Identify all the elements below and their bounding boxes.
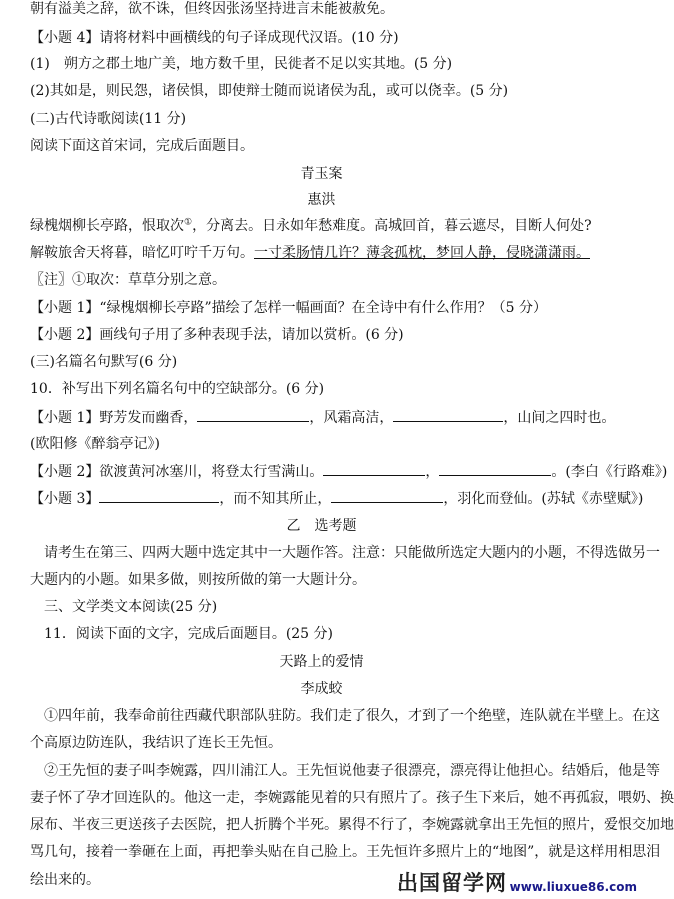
recitation-q1-text-b: ，风霜高洁， bbox=[309, 410, 394, 426]
answer-blank[interactable] bbox=[323, 462, 425, 476]
poem-underlined-sentence: 一寸柔肠情几许？薄衾孤枕，梦回人静，侵晓潇潇雨。 bbox=[254, 245, 590, 261]
poetry-instruction: 阅读下面这首宋词，完成后面题目。 bbox=[30, 138, 254, 154]
poem-line-1-part-a: 绿槐烟柳长亭路，恨取次 bbox=[30, 218, 184, 234]
story-paragraph-line: 骂几句，接着一拳砸在上面，再把拳头贴在自己脸上。王先恒许多照片上的“地图”，就是这样用相思泪 bbox=[30, 844, 661, 860]
story-paragraph-line: ②王先恒的妻子叫李婉露，四川浦江人。王先恒说他妻子很漂亮，漂亮得让他担心。结婚后，他是等 bbox=[30, 763, 660, 779]
recitation-q2-text-b: 。(李白《行路难》) bbox=[551, 464, 668, 480]
recitation-q3-text-a: 【小题 3】 bbox=[30, 491, 100, 507]
section-heading-literary: 三、文学类文本阅读(25 分) bbox=[30, 599, 218, 615]
recitation-question-3 bbox=[30, 489, 643, 508]
story-title: 天路上的爱情 bbox=[279, 654, 364, 670]
recitation-q2-text-a: 【小题 2】欲渡黄河冰塞川，将登太行雪满山。 bbox=[30, 464, 324, 480]
elective-instruction-line-2: 大题内的小题。如果多做，则按所做的第一大题计分。 bbox=[30, 572, 366, 588]
story-paragraph-line: 尿布、半夜三更送孩子去医院，把人折腾个半死。累得不行了，李婉露就拿出王先恒的照片，爱恨交加地 bbox=[30, 817, 674, 833]
section-heading-elective: 乙 选考题 bbox=[286, 518, 357, 534]
poem-line-1-part-b: ，分离去。日永如年愁难度。高城回首，暮云遮尽，目断人何处? bbox=[192, 218, 592, 234]
story-paragraph-line: 个高原边防连队，我结识了连长王先恒。 bbox=[30, 735, 282, 751]
answer-blank[interactable] bbox=[331, 489, 443, 503]
text-line: 朝有溢美之辞，欲不诛，但终因张汤坚持进言未能被赦免。 bbox=[30, 1, 394, 17]
recitation-instruction: 10．补写出下列名篇名句中的空缺部分。(6 分) bbox=[30, 381, 325, 397]
answer-blank[interactable] bbox=[439, 462, 551, 476]
question-4-prompt: 【小题 4】请将材料中画横线的句子译成现代汉语。(10 分) bbox=[30, 30, 399, 46]
recitation-source-1: (欧阳修《醉翁亭记》) bbox=[30, 436, 160, 452]
poem-footnote: 〖注〗①取次：草草分别之意。 bbox=[30, 272, 226, 288]
recitation-question-2: 【小题 2】欲渡黄河冰塞川，将登太行雪满山。 ， 。(李白《行路难》) bbox=[30, 464, 668, 480]
recitation-q1-text-c: ，山间之四时也。 bbox=[503, 410, 616, 426]
answer-blank[interactable] bbox=[197, 408, 309, 422]
poem-title: 青玉案 bbox=[300, 166, 343, 182]
recitation-q3-text-c: ，羽化而登仙。(苏轼《赤壁赋》) bbox=[443, 491, 644, 507]
story-paragraph-line: 妻子怀了孕才回连队的。他这一走，李婉露能见着的只有照片了。孩子生下来后，她不再孤寂，喂奶、换 bbox=[30, 790, 674, 806]
poem-author: 惠洪 bbox=[307, 192, 336, 208]
answer-blank[interactable] bbox=[393, 408, 503, 422]
story-paragraph-line: ①四年前，我奉命前往西藏代职部队驻防。我们走了很久，才到了一个绝壁，连队就在半壁上。在这 bbox=[30, 708, 660, 724]
question-11-prompt: 11．阅读下面的文字，完成后面题目。(25 分) bbox=[30, 626, 334, 642]
poem-line-1 bbox=[30, 217, 592, 235]
poem-line-2-part-a: 解鞍旅舍天将暮，暗忆叮咛千万句。 bbox=[30, 245, 254, 261]
footnote-marker: ① bbox=[184, 217, 193, 228]
watermark-url: www.liuxue86.com bbox=[509, 880, 637, 894]
recitation-question-1 bbox=[30, 408, 615, 427]
elective-instruction-line-1: 请考生在第三、四两大题中选定其中一大题作答。注意：只能做所选定大题内的小题，不得选做另一 bbox=[30, 545, 660, 561]
story-author: 李成蛟 bbox=[300, 681, 343, 697]
story-paragraph-line: 绘出来的。 bbox=[30, 872, 100, 888]
poem-question-1: 【小题 1】“绿槐烟柳长亭路”描绘了怎样一幅画面？在全诗中有什么作用？（5 分） bbox=[30, 300, 548, 316]
answer-blank[interactable] bbox=[99, 489, 219, 503]
section-heading-recitation: (三)名篇名句默写(6 分) bbox=[30, 354, 178, 370]
question-4-item-2: (2)其如是，则民怨，诸侯惧，即使辩士随而说诸侯为乱，或可以侥幸。(5 分) bbox=[30, 83, 509, 99]
recitation-q3-text-b: ，而不知其所止， bbox=[219, 491, 332, 507]
recitation-q1-text-a: 【小题 1】野芳发而幽香， bbox=[30, 410, 198, 426]
poem-line-2 bbox=[30, 244, 590, 262]
site-watermark bbox=[357, 873, 637, 897]
watermark-site-name: 出国留学网 bbox=[397, 871, 507, 895]
section-heading-poetry: (二)古代诗歌阅读(11 分) bbox=[30, 111, 187, 127]
question-4-item-1: (1) 朔方之郡土地广美，地方数千里，民徙者不足以实其地。(5 分) bbox=[30, 56, 453, 72]
poem-question-2: 【小题 2】画线句子用了多种表现手法，请加以赏析。(6 分) bbox=[30, 327, 404, 343]
